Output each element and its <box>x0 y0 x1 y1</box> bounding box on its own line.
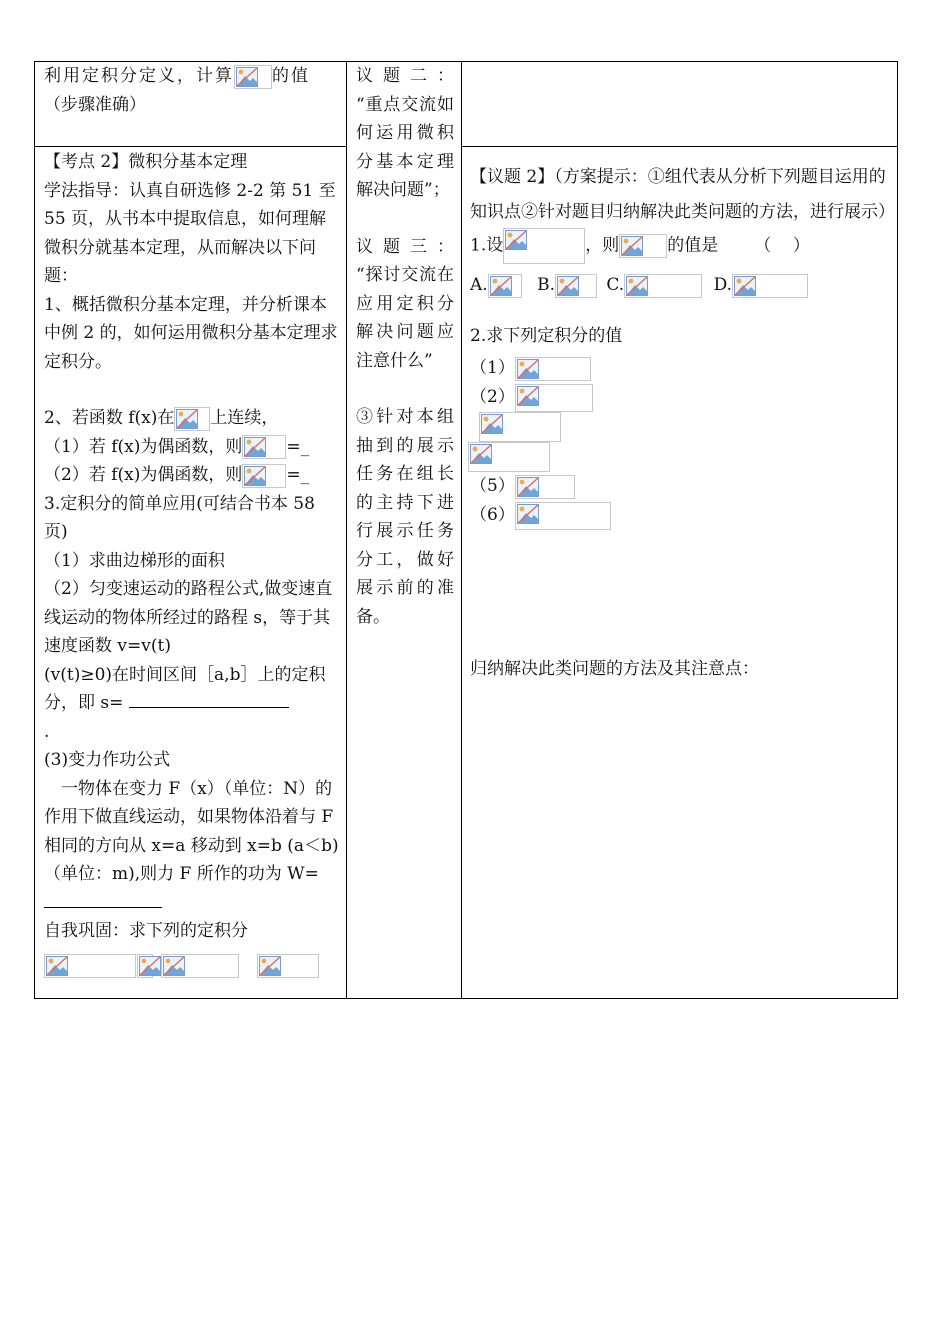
topic-3-desc: “探讨交流在应用定积分解决问题应注意什么” <box>356 265 454 371</box>
q2-item-5 <box>470 472 890 501</box>
k3-3b <box>44 775 339 918</box>
topic-2-label: 议题二： <box>356 66 454 86</box>
formula-image-icon <box>619 234 667 258</box>
formula-image-icon <box>242 464 286 488</box>
q1-answer-paren: （ ） <box>754 235 810 256</box>
k3-2b-text: (v(t)≥0)在时间区间［a,b］上的定积分，即 s= <box>44 664 326 713</box>
k2-q2-1-end: =_ <box>286 436 310 457</box>
q1-options <box>470 268 890 303</box>
self-check-images <box>44 952 339 981</box>
summary-prompt: 归纳解决此类问题的方法及其注意点： <box>470 659 759 679</box>
q2-item-6 <box>470 501 890 530</box>
k3-2: （2）匀变速运动的路程公式,做变速直线运动的物体所经过的路程 s，等于其速度函数 v=v(t) <box>44 579 333 656</box>
formula-image-icon <box>44 954 136 978</box>
k2-q2 <box>44 404 339 433</box>
col1-row2 <box>44 148 339 980</box>
q2-item-5-label: （5） <box>470 476 515 496</box>
formula-image-icon <box>503 228 585 264</box>
formula-image-icon <box>468 442 550 472</box>
q1 <box>470 228 890 264</box>
k2-q1: 1、概括微积分基本定理，并分析课本中例 2 的，如何运用微积分基本定理求定积分。 <box>44 294 338 372</box>
k2-q2-2 <box>44 461 339 490</box>
option-b-label: B. <box>537 275 555 295</box>
table-border-left <box>34 61 35 999</box>
k3-3: (3)变力作功公式 <box>44 750 171 770</box>
q2-item-1 <box>470 354 890 383</box>
q2-item-4 <box>468 442 890 472</box>
q1-text: 1.设 <box>470 235 504 256</box>
col2-topics <box>356 62 454 631</box>
k2-q2-2-end: =_ <box>286 465 310 485</box>
q2: 2.求下列定积分的值 <box>470 326 623 346</box>
column-divider-1 <box>346 61 347 999</box>
formula-image-icon <box>515 475 575 499</box>
q1-text-end: 的值是 <box>667 235 719 256</box>
answer-blank <box>44 889 162 908</box>
definition-question <box>44 62 339 91</box>
answer-blank <box>129 689 289 708</box>
step-note: （步骤准确） <box>44 94 146 115</box>
k3-2b <box>44 661 339 718</box>
formula-image-icon <box>515 502 611 530</box>
option-c-label: C. <box>606 275 625 295</box>
k3-2c: . <box>44 721 50 742</box>
self-check: 自我巩固：求下列的定积分 <box>44 921 248 941</box>
formula-image-icon <box>479 412 561 442</box>
formula-image-icon <box>257 954 319 978</box>
q2-items <box>470 354 890 530</box>
k3-1: （1）求曲边梯形的面积 <box>44 550 225 571</box>
k2-q2-text-end: 上连续， <box>210 408 279 428</box>
column-divider-2 <box>461 61 462 999</box>
formula-image-icon <box>161 954 239 978</box>
option-d-image-icon <box>732 274 808 298</box>
col1-row1 <box>44 62 339 119</box>
option-c-image-icon <box>624 274 702 298</box>
option-b-image-icon <box>555 274 597 298</box>
q1-text-mid: ，则 <box>585 235 620 256</box>
row-divider-left <box>34 146 347 147</box>
table-border-right <box>897 61 898 999</box>
k2-q2-2-text: （2）若 f(x)为偶函数，则 <box>44 465 243 485</box>
spacer <box>356 205 454 233</box>
table-border-bottom <box>34 998 898 999</box>
topic-2-plan: 【议题 2】（方案提示：①组代表从分析下列题目运用的知识点②针对题目归纳解决此类问题的方法，进行展示） <box>470 167 895 222</box>
k3-title: 3.定积分的简单应用(可结合书本 58 页) <box>44 493 315 542</box>
k2-q2-1-text: （1）若 f(x)为偶函数，则 <box>44 436 243 457</box>
spacer <box>470 303 890 319</box>
task-note: ③针对本组抽到的展示任务在组长的主持下进行展示任务分工，做好展示前的准备。 <box>356 407 454 627</box>
k2-q2-text: 2、若函数 f(x)在 <box>44 408 175 428</box>
definition-text-end: 的值 <box>272 66 310 86</box>
k3-3b-text: 一物体在变力 F（x）（单位：N）的作用下做直线运动，如果物体沿着与 F 相同的方向从 x=a 移动到 x=b (a＜b)（单位：m),则力 F 所作的功为 W= <box>44 778 339 884</box>
col3-content <box>470 160 895 687</box>
formula-image-icon <box>234 65 272 89</box>
k2-guide: 学法指导：认真自研选修 2-2 第 51 至 55 页，从书本中提取信息，如何理解微积分就基本定理，从而解决以下问题： <box>44 180 336 286</box>
formula-image-icon <box>137 954 153 978</box>
formula-image-icon <box>242 435 286 459</box>
option-d-label: D. <box>713 275 733 295</box>
q2-item-2-label: （2） <box>470 387 515 407</box>
topic-2-desc: “重点交流如何运用微积分基本定理解决问题”； <box>356 94 454 200</box>
spacer <box>44 376 339 404</box>
option-a-label: A. <box>470 275 488 295</box>
topic-3-label: 议题三： <box>356 236 454 257</box>
formula-image-icon <box>515 357 591 381</box>
q2-item-6-label: （6） <box>470 505 515 525</box>
q2-item-1-label: （1） <box>470 358 515 378</box>
row-divider-right <box>461 146 898 147</box>
q2-item-2 <box>470 383 890 412</box>
formula-image-icon <box>515 384 593 412</box>
formula-image-icon <box>174 407 210 431</box>
option-a-image-icon <box>488 274 522 298</box>
spacer <box>356 375 454 403</box>
q2-item-3 <box>470 412 890 442</box>
k2-title: 【考点 2】微积分基本定理 <box>44 152 248 172</box>
k2-q2-1 <box>44 433 339 462</box>
definition-text: 利用定积分定义，计算 <box>44 66 234 86</box>
